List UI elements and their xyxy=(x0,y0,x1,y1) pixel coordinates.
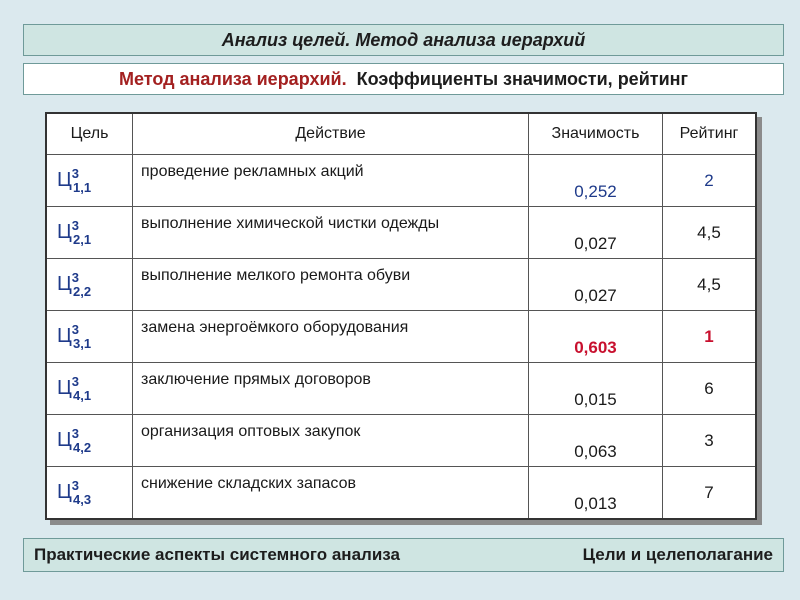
cell-significance: 0,013 xyxy=(529,467,663,520)
table-header-row xyxy=(46,113,756,155)
cell-goal xyxy=(46,259,133,311)
cell-goal xyxy=(46,467,133,520)
table-row xyxy=(46,363,756,415)
cell-significance: 0,603 xyxy=(529,311,663,363)
table-body xyxy=(46,155,756,520)
goal-superscript: 3 xyxy=(71,374,80,389)
goal-superscript: 3 xyxy=(71,478,80,493)
footer-right: Цели и целеполагание xyxy=(582,545,773,564)
cell-rating: 7 xyxy=(663,467,757,520)
cell-action: организация оптовых закупок xyxy=(133,415,529,467)
cell-goal xyxy=(46,363,133,415)
header-rating: Рейтинг xyxy=(663,113,757,155)
table-row xyxy=(46,259,756,311)
cell-action: замена энергоёмкого оборудования xyxy=(133,311,529,363)
goal-subscript: 4,1 xyxy=(73,388,92,403)
goal-letter: Ц xyxy=(57,429,72,451)
cell-goal xyxy=(46,207,133,259)
cell-action: выполнение химической чистки одежды xyxy=(133,207,529,259)
goal-superscript: 3 xyxy=(71,322,80,337)
cell-action: проведение рекламных акций xyxy=(133,155,529,207)
cell-rating: 4,5 xyxy=(663,207,757,259)
goal-superscript: 3 xyxy=(71,270,80,285)
table-row xyxy=(46,207,756,259)
goal-subscript: 1,1 xyxy=(73,180,92,195)
goal-letter: Ц xyxy=(57,169,72,191)
footer-bar xyxy=(23,538,784,572)
cell-goal xyxy=(46,155,133,207)
cell-significance: 0,027 xyxy=(529,259,663,311)
header-significance: Значимость xyxy=(529,113,663,155)
goal-letter: Ц xyxy=(57,221,72,243)
table-row xyxy=(46,155,756,207)
goal-superscript: 3 xyxy=(71,426,80,441)
goal-subscript: 4,3 xyxy=(73,492,92,507)
table-row xyxy=(46,415,756,467)
goal-subscript: 4,2 xyxy=(73,440,92,455)
subtitle-text: Коэффициенты значимости, рейтинг xyxy=(356,68,689,89)
goal-letter: Ц xyxy=(57,377,72,399)
cell-significance: 0,063 xyxy=(529,415,663,467)
goal-subscript: 2,1 xyxy=(73,232,92,247)
table-row xyxy=(46,467,756,520)
table-row xyxy=(46,311,756,363)
cell-rating: 3 xyxy=(663,415,757,467)
header-action: Действие xyxy=(133,113,529,155)
cell-rating: 6 xyxy=(663,363,757,415)
cell-action: снижение складских запасов xyxy=(133,467,529,520)
cell-significance: 0,252 xyxy=(529,155,663,207)
goal-superscript: 3 xyxy=(71,218,80,233)
slide-subtitle-bar xyxy=(23,63,784,95)
cell-significance: 0,015 xyxy=(529,363,663,415)
results-table xyxy=(45,112,757,520)
cell-action: выполнение мелкого ремонта обуви xyxy=(133,259,529,311)
cell-rating: 1 xyxy=(663,311,757,363)
goal-letter: Ц xyxy=(57,273,72,295)
cell-action: заключение прямых договоров xyxy=(133,363,529,415)
goal-letter: Ц xyxy=(57,325,72,347)
cell-goal xyxy=(46,311,133,363)
subtitle-accent: Метод анализа иерархий. xyxy=(118,68,347,89)
cell-significance: 0,027 xyxy=(529,207,663,259)
slide-title-bar xyxy=(23,24,784,56)
results-table-wrapper xyxy=(45,112,757,520)
footer-left: Практические аспекты системного анализа xyxy=(34,545,400,564)
goal-subscript: 2,2 xyxy=(73,284,92,299)
cell-goal xyxy=(46,415,133,467)
goal-superscript: 3 xyxy=(71,166,80,181)
header-goal: Цель xyxy=(46,113,133,155)
cell-rating: 2 xyxy=(663,155,757,207)
slide-title: Анализ целей. Метод анализа иерархий xyxy=(221,29,586,50)
goal-subscript: 3,1 xyxy=(73,336,92,351)
cell-rating: 4,5 xyxy=(663,259,757,311)
goal-letter: Ц xyxy=(57,481,72,503)
